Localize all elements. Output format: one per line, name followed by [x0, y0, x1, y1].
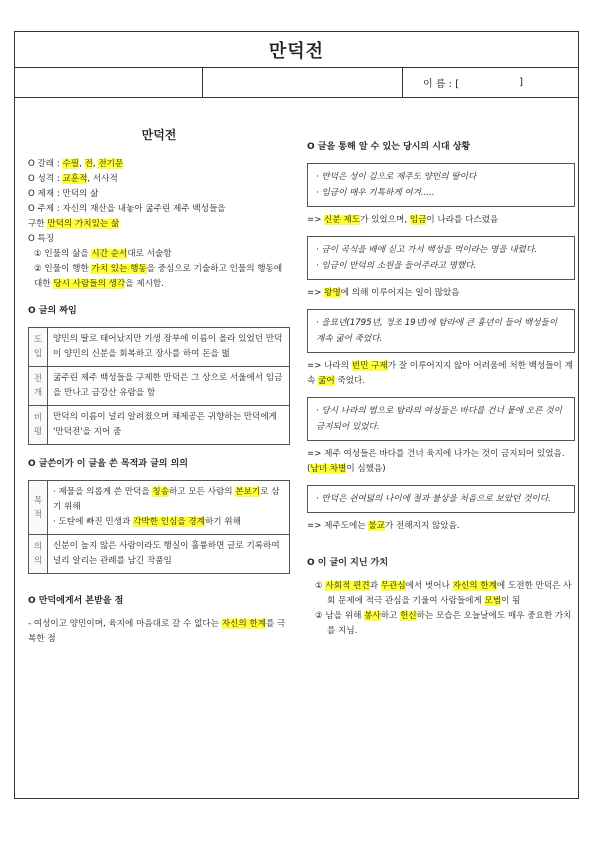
value-2: ② 남을 위해 봉사하고 헌신하는 모습은 오늘날에도 매우 중요한 가치를 지님.	[315, 611, 572, 636]
table-row	[29, 481, 290, 535]
answer-line: => 신분 제도가 있었으며, 임금이 나라를 다스렸음	[307, 215, 499, 225]
info-cell-2	[203, 67, 403, 97]
info-cell-1	[15, 67, 203, 97]
name-label: 이 름 : [	[423, 78, 460, 90]
nature-line: O 성격 : 교훈적, 서사적	[28, 174, 118, 184]
table-row	[29, 406, 290, 445]
table-row	[29, 367, 290, 406]
lesson-text: - 여성이고 양민이며, 육지에 마음대로 갈 수 없다는 자신의 한계를 극복한 점	[28, 619, 286, 644]
structure-text: 양민의 딸로 태어났지만 기생 장부에 이름이 올라 있었던 만덕이 양민의 신분을 회복하고 장사를 하여 돈을 벎	[48, 328, 290, 367]
purpose-table	[28, 480, 290, 574]
era-heading: O 글을 통해 알 수 있는 당시의 시대 상황	[307, 142, 471, 152]
table-row	[29, 328, 290, 367]
purpose-text: · 제물을 의롭게 쓴 만덕을 칭송하고 모든 사람의 본보기로 삼기 위해 · 도탄에 빠진 민생과 각박한 인심을 경계하기 위해	[48, 481, 290, 535]
name-field[interactable]	[403, 67, 578, 97]
quote-box: · 당시 나라의 법으로 탐라의 여성들은 바다를 건너 뭍에 오른 것이 금지되어 있었다.	[307, 397, 575, 441]
subject-line: O 주제 : 자신의 재산을 내놓아 굶주린 제주 백성들을 구한 만덕의 가치있는 삶	[28, 204, 226, 229]
purpose-label: 목적	[29, 481, 48, 535]
quote-box: · 만덕은 성이 김으로 제주도 양민의 딸이다 · 임금이 매우 기특하게 여겨.....	[307, 163, 575, 207]
feature-1: ① 인물의 삶을 시간 순서대로 서술함	[34, 249, 172, 259]
genre-line: O 갈래 : 수필, 전, 전기문	[28, 159, 124, 169]
structure-heading: O 글의 짜임	[28, 306, 77, 316]
quote-box: · 을묘년(1795년, 정조 19년)에 탐라에 큰 흉년이 들어 백성들이 계속 굶어 죽었다.	[307, 309, 575, 353]
table-row	[29, 535, 290, 574]
value-heading: O 이 글이 지닌 가치	[307, 558, 389, 568]
theme-line: O 제재 : 만덕의 삶	[28, 189, 99, 199]
content-title: 만덕전	[141, 128, 177, 142]
left-column	[28, 100, 290, 647]
feature-head: O 특징	[28, 234, 55, 244]
quote-box: · 금이 곡식을 배에 싣고 가서 백성을 먹이라는 명을 내렸다. · 임금이 만덕의 소원을 들어주라고 명했다.	[307, 236, 575, 280]
answer-line: => 왕명에 의해 이루어지는 일이 많았음	[307, 288, 460, 298]
page-title: 만덕전	[15, 32, 578, 68]
answer-line: => 나라의 빈민 구제가 잘 이루어지지 않아 어려움에 처한 백성들이 계속 굶어 죽었다.	[307, 361, 573, 386]
feature-2: ② 인물이 행한 가치 있는 행동을 중심으로 기술하고 인물의 행동에 대한 당시 사람들의 생각을 제시함.	[34, 264, 283, 289]
structure-table	[28, 327, 290, 445]
structure-label: 비평	[29, 406, 48, 445]
structure-text: 만덕의 이름이 널리 알려졌으며 채제공은 귀향하는 만덕에게 '만덕전'을 지어 줌	[48, 406, 290, 445]
structure-text: 굶주린 제주 백성들을 구제한 만덕은 그 상으로 서울에서 임금을 만나고 금강산 유람을 함	[48, 367, 290, 406]
info-row	[15, 67, 578, 98]
answer-line: => 제주 여성들은 바다를 건너 육지에 나가는 것이 금지되어 있었음. (남녀 차별이 심했음)	[307, 449, 565, 474]
purpose-heading: O 글쓴이가 이 글을 쓴 목적과 글의 의의	[28, 459, 188, 469]
right-column	[307, 140, 575, 639]
structure-label: 도입	[29, 328, 48, 367]
name-close: ]	[519, 76, 524, 88]
value-1: ① 사회적 편견과 무관심에서 벗어나 자신의 한계에 도전한 만덕은 사회 문제에 적극 관심을 기울여 사람들에게 모범이 됨	[315, 581, 572, 606]
lesson-heading: O 만덕에게서 본받을 점	[28, 596, 124, 606]
quote-box: · 만덕은 쉰여덟의 나이에 절과 불상을 처음으로 보았던 것이다.	[307, 485, 575, 513]
meaning-text: 신분이 높지 않은 사람이라도 행실이 훌륭하면 글로 기록하여 널리 알리는 관례를 남긴 작품임	[48, 535, 290, 574]
answer-line: => 제주도에는 불교가 전해지지 않았음.	[307, 521, 460, 531]
structure-label: 전개	[29, 367, 48, 406]
meaning-label: 의의	[29, 535, 48, 574]
